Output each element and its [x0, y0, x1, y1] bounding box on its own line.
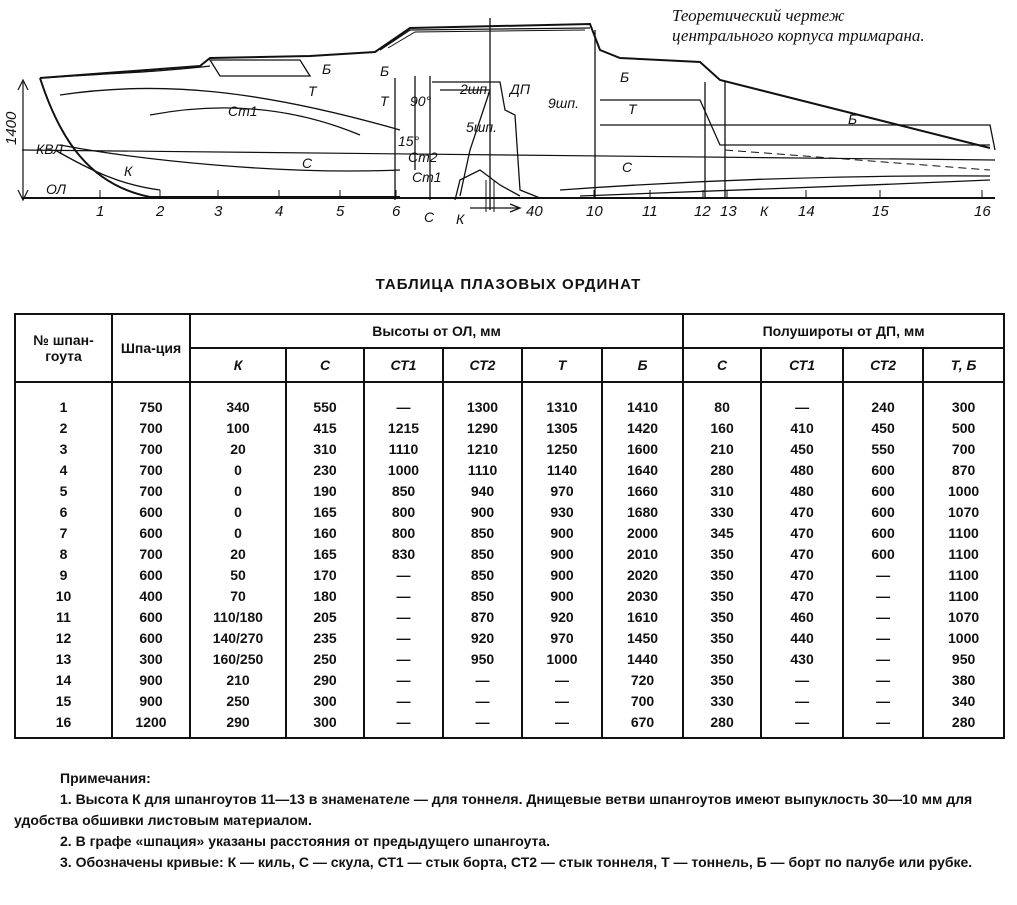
table-cell: 2030 [602, 586, 683, 607]
table-cell: 0 [190, 460, 286, 481]
table-cell: 550 [286, 382, 364, 418]
table-cell: 20 [190, 439, 286, 460]
table-cell: 250 [190, 691, 286, 712]
table-cell: 415 [286, 418, 364, 439]
table-row [15, 691, 1004, 712]
table-cell: 0 [190, 502, 286, 523]
table-cell: 1100 [923, 544, 1004, 565]
table-cell: 170 [286, 565, 364, 586]
table-cell: 1200 [112, 712, 190, 738]
table-cell: 1070 [923, 607, 1004, 628]
table-cell: 15 [15, 691, 112, 712]
table-row [15, 670, 1004, 691]
table-cell: 1410 [602, 382, 683, 418]
table-cell: 950 [923, 649, 1004, 670]
header-spacing: Шпа-ция [112, 314, 190, 382]
table-cell: — [761, 691, 843, 712]
table-cell: 350 [683, 628, 761, 649]
table-cell: 600 [112, 628, 190, 649]
table-cell: 1680 [602, 502, 683, 523]
waterline-label: КВЛ [36, 141, 63, 157]
baseline-label: ОЛ [46, 181, 67, 197]
table-cell: 0 [190, 523, 286, 544]
table-cell: 20 [190, 544, 286, 565]
table-cell: — [364, 607, 443, 628]
table-cell: 240 [843, 382, 923, 418]
table-cell: 600 [843, 502, 923, 523]
header-height-col: СТ2 [443, 348, 522, 382]
table-cell: 700 [112, 544, 190, 565]
table-cell: 1450 [602, 628, 683, 649]
curve-label: Ст1 [412, 169, 442, 185]
table-cell: 9 [15, 565, 112, 586]
table-cell: 920 [443, 628, 522, 649]
height-dimension-label: 1400 [3, 111, 20, 145]
table-cell: 330 [683, 691, 761, 712]
table-cell: 350 [683, 586, 761, 607]
table-cell: 900 [112, 670, 190, 691]
station-label: 90° [410, 93, 432, 109]
table-cell: 1305 [522, 418, 602, 439]
section-number: 40 [526, 203, 543, 220]
table-cell: 12 [15, 628, 112, 649]
frame-number: 14 [798, 203, 815, 220]
table-cell: — [843, 649, 923, 670]
table-cell: 110/180 [190, 607, 286, 628]
table-cell: 600 [112, 607, 190, 628]
table-cell: 280 [683, 712, 761, 738]
table-cell: 970 [522, 628, 602, 649]
curve-label: Б [322, 61, 332, 77]
table-cell: — [364, 712, 443, 738]
offsets-table [14, 313, 1005, 739]
table-cell: 235 [286, 628, 364, 649]
table-cell: 700 [112, 418, 190, 439]
curve-label: К [760, 203, 769, 219]
table-cell: — [364, 628, 443, 649]
curve-label: Б [848, 111, 858, 127]
table-cell: 450 [761, 439, 843, 460]
table-cell: 600 [843, 481, 923, 502]
table-cell: — [364, 565, 443, 586]
table-cell: 800 [364, 502, 443, 523]
table-cell: 330 [683, 502, 761, 523]
table-cell: 350 [683, 544, 761, 565]
table-cell: 600 [843, 523, 923, 544]
frame-number: 2 [156, 203, 165, 220]
table-cell: 70 [190, 586, 286, 607]
table-cell: 2010 [602, 544, 683, 565]
table-cell: 1000 [364, 460, 443, 481]
table-cell: 900 [443, 502, 522, 523]
table-cell: 720 [602, 670, 683, 691]
table-cell: 160 [683, 418, 761, 439]
table-cell: 7 [15, 523, 112, 544]
table-cell: 190 [286, 481, 364, 502]
table-cell: — [843, 712, 923, 738]
table-cell: 1070 [923, 502, 1004, 523]
table-cell: 340 [923, 691, 1004, 712]
curve-label: К [124, 163, 133, 179]
curve-label: Т [380, 93, 389, 109]
table-cell: 480 [761, 460, 843, 481]
table-cell: 345 [683, 523, 761, 544]
table-cell: 1440 [602, 649, 683, 670]
table-cell: 2020 [602, 565, 683, 586]
table-cell: — [843, 670, 923, 691]
curve-label: С [302, 155, 313, 171]
table-cell: 600 [112, 523, 190, 544]
table-row [15, 418, 1004, 439]
table-cell: 460 [761, 607, 843, 628]
table-row [15, 382, 1004, 418]
table-cell: 210 [190, 670, 286, 691]
table-cell: 1000 [923, 481, 1004, 502]
table-cell: 600 [843, 460, 923, 481]
table-cell: 470 [761, 502, 843, 523]
header-heights-group: Высоты от ОЛ, мм [190, 314, 683, 348]
table-cell: — [443, 670, 522, 691]
table-cell: — [843, 586, 923, 607]
station-label: 5шп. [466, 119, 498, 135]
table-cell: 670 [602, 712, 683, 738]
header-height-col: К [190, 348, 286, 382]
table-cell: 500 [923, 418, 1004, 439]
caption-line-2: центрального корпуса тримарана. [672, 26, 925, 45]
table-cell: 450 [843, 418, 923, 439]
frame-number: 15 [872, 203, 889, 220]
table-cell: 850 [364, 481, 443, 502]
table-cell: 250 [286, 649, 364, 670]
header-height-col: С [286, 348, 364, 382]
header-height-col: СТ1 [364, 348, 443, 382]
table-cell: 470 [761, 544, 843, 565]
station-label: ДП [510, 81, 531, 97]
table-row [15, 586, 1004, 607]
table-cell: 280 [923, 712, 1004, 738]
table-cell: 1215 [364, 418, 443, 439]
frame-number: 5 [336, 203, 345, 220]
table-cell: 700 [112, 439, 190, 460]
table-cell: 850 [443, 544, 522, 565]
table-cell: 600 [843, 544, 923, 565]
table-cell: — [364, 670, 443, 691]
table-cell: 550 [843, 439, 923, 460]
station-label: 15° [398, 133, 420, 149]
table-row [15, 481, 1004, 502]
table-cell: — [364, 649, 443, 670]
table-cell: 900 [112, 691, 190, 712]
header-width-col: С [683, 348, 761, 382]
table-cell: 350 [683, 649, 761, 670]
table-cell: 850 [443, 586, 522, 607]
curve-label: С [424, 209, 435, 225]
table-cell: 230 [286, 460, 364, 481]
table-cell: 1110 [364, 439, 443, 460]
frame-number: 12 [694, 203, 711, 220]
table-cell: — [364, 382, 443, 418]
table-cell: 1290 [443, 418, 522, 439]
table-cell: 300 [286, 712, 364, 738]
table-cell: 1210 [443, 439, 522, 460]
header-widths-group: Полушироты от ДП, мм [683, 314, 1004, 348]
table-row [15, 628, 1004, 649]
table-row [15, 544, 1004, 565]
curve-label: Б [380, 63, 390, 79]
table-cell: 950 [443, 649, 522, 670]
curve-label: Т [308, 83, 317, 99]
table-cell: 0 [190, 481, 286, 502]
table-cell: 1 [15, 382, 112, 418]
table-cell: 1300 [443, 382, 522, 418]
table-cell: — [843, 607, 923, 628]
table-cell: 280 [683, 460, 761, 481]
table-cell: 750 [112, 382, 190, 418]
station-label: 9шп. [548, 95, 580, 111]
table-cell: — [522, 712, 602, 738]
table-cell: 1660 [602, 481, 683, 502]
table-cell: 16 [15, 712, 112, 738]
curve-label: С [622, 159, 633, 175]
table-cell: 410 [761, 418, 843, 439]
table-cell: 930 [522, 502, 602, 523]
table-cell: 700 [112, 481, 190, 502]
table-cell: 900 [522, 565, 602, 586]
table-cell: 1420 [602, 418, 683, 439]
table-cell: 160 [286, 523, 364, 544]
station-label: 2шп. [460, 81, 492, 97]
table-cell: 1310 [522, 382, 602, 418]
table-cell: 480 [761, 481, 843, 502]
header-width-col: СТ1 [761, 348, 843, 382]
table-cell: 350 [683, 670, 761, 691]
table-cell: 400 [112, 586, 190, 607]
header-frame-number: № шпан-гоута [15, 314, 112, 382]
header-height-col: Т [522, 348, 602, 382]
table-cell: — [364, 691, 443, 712]
table-cell: 8 [15, 544, 112, 565]
table-cell: 2000 [602, 523, 683, 544]
notes-heading: Примечания: [60, 770, 151, 786]
table-cell: 1110 [443, 460, 522, 481]
table-cell: 1100 [923, 523, 1004, 544]
table-cell: 900 [522, 523, 602, 544]
table-cell: 1000 [923, 628, 1004, 649]
table-cell: 900 [522, 544, 602, 565]
table-cell: — [364, 586, 443, 607]
table-cell: 210 [683, 439, 761, 460]
table-cell: 1600 [602, 439, 683, 460]
table-cell: 470 [761, 586, 843, 607]
table-cell: 14 [15, 670, 112, 691]
table-cell: — [522, 670, 602, 691]
table-cell: 1140 [522, 460, 602, 481]
table-cell: 940 [443, 481, 522, 502]
table-cell: 160/250 [190, 649, 286, 670]
waterline [22, 150, 995, 160]
table-cell: 600 [112, 502, 190, 523]
table-cell: 310 [683, 481, 761, 502]
table-cell: 5 [15, 481, 112, 502]
table-cell: 4 [15, 460, 112, 481]
table-cell: — [843, 628, 923, 649]
table-cell: 850 [443, 565, 522, 586]
hull-profile-drawing [0, 0, 1017, 240]
table-cell: 430 [761, 649, 843, 670]
header-width-col: СТ2 [843, 348, 923, 382]
notes-block [14, 768, 1004, 873]
table-cell: 1610 [602, 607, 683, 628]
table-cell: 700 [602, 691, 683, 712]
table-cell: — [843, 691, 923, 712]
table-row [15, 523, 1004, 544]
table-cell: 340 [190, 382, 286, 418]
table-cell: 2 [15, 418, 112, 439]
bow-profile [40, 78, 400, 197]
table-cell: 350 [683, 565, 761, 586]
frame-number: 6 [392, 203, 401, 220]
table-cell: 970 [522, 481, 602, 502]
table-cell: 350 [683, 607, 761, 628]
table-row [15, 439, 1004, 460]
table-cell: 80 [683, 382, 761, 418]
table-cell: 290 [286, 670, 364, 691]
table-row [15, 649, 1004, 670]
table-cell: 870 [443, 607, 522, 628]
table-cell: 13 [15, 649, 112, 670]
table-cell: 850 [443, 523, 522, 544]
table-cell: 100 [190, 418, 286, 439]
caption-line-1: Теоретический чертеж [672, 6, 845, 25]
table-row [15, 712, 1004, 738]
table-cell: 165 [286, 502, 364, 523]
frame-number: 4 [275, 203, 284, 220]
table-cell: 1100 [923, 586, 1004, 607]
table-cell: 1000 [522, 649, 602, 670]
frame-number: 1 [96, 203, 105, 220]
note-item: 3. Обозначены кривые: К — киль, С — скула, СТ1 — стык борта, СТ2 — стык тоннеля, Т — тоннель, Б — борт по палубе или рубке. [60, 854, 973, 870]
table-cell: — [522, 691, 602, 712]
curve-label: Ст2 [408, 149, 438, 165]
table-cell: 830 [364, 544, 443, 565]
table-cell: 165 [286, 544, 364, 565]
frame-number: 10 [586, 203, 603, 220]
table-row [15, 565, 1004, 586]
table-cell: 870 [923, 460, 1004, 481]
table-cell: 140/270 [190, 628, 286, 649]
curve-label: К [456, 211, 465, 227]
table-cell: 1100 [923, 565, 1004, 586]
table-cell: 1250 [522, 439, 602, 460]
table-cell: 300 [112, 649, 190, 670]
table-body [15, 382, 1004, 738]
table-cell: 470 [761, 523, 843, 544]
table-cell: — [761, 382, 843, 418]
table-cell: — [443, 712, 522, 738]
table-row [15, 460, 1004, 481]
table-cell: 920 [522, 607, 602, 628]
frame-number: 16 [974, 203, 991, 220]
table-cell: 10 [15, 586, 112, 607]
table-cell: 380 [923, 670, 1004, 691]
table-cell: — [761, 670, 843, 691]
table-cell: 310 [286, 439, 364, 460]
table-cell: 600 [112, 565, 190, 586]
note-item: 1. Высота К для шпангоутов 11—13 в знаменателе — для тоннеля. Днищевые ветви шпангоутов имеют выпуклость 30—10 мм для удобства обшивки листовым материалом. [14, 791, 973, 828]
table-cell: 440 [761, 628, 843, 649]
table-row [15, 502, 1004, 523]
table-cell: 3 [15, 439, 112, 460]
table-cell: 180 [286, 586, 364, 607]
table-cell: 290 [190, 712, 286, 738]
table-cell: 470 [761, 565, 843, 586]
table-cell: 6 [15, 502, 112, 523]
table-cell: 205 [286, 607, 364, 628]
table-row [15, 607, 1004, 628]
table-cell: 900 [522, 586, 602, 607]
table-cell: — [443, 691, 522, 712]
note-item: 2. В графе «шпация» указаны расстояния от предыдущего шпангоута. [60, 833, 551, 849]
table-cell: — [761, 712, 843, 738]
table-cell: 1640 [602, 460, 683, 481]
table-cell: 300 [923, 382, 1004, 418]
table-title: ТАБЛИЦА ПЛАЗОВЫХ ОРДИНАТ [375, 276, 642, 293]
header-height-col: Б [602, 348, 683, 382]
frame-number: 11 [642, 203, 658, 220]
table-cell: 700 [923, 439, 1004, 460]
frame-number: 13 [720, 203, 737, 220]
curve-label: Ст1 [228, 103, 258, 119]
frame-number: 3 [214, 203, 223, 220]
curve-label: Т [628, 101, 637, 117]
table-cell: — [843, 565, 923, 586]
table-cell: 700 [112, 460, 190, 481]
header-width-col: Т, Б [923, 348, 1004, 382]
table-cell: 800 [364, 523, 443, 544]
table-cell: 11 [15, 607, 112, 628]
table-cell: 300 [286, 691, 364, 712]
curve-label: Б [620, 69, 630, 85]
table-cell: 50 [190, 565, 286, 586]
